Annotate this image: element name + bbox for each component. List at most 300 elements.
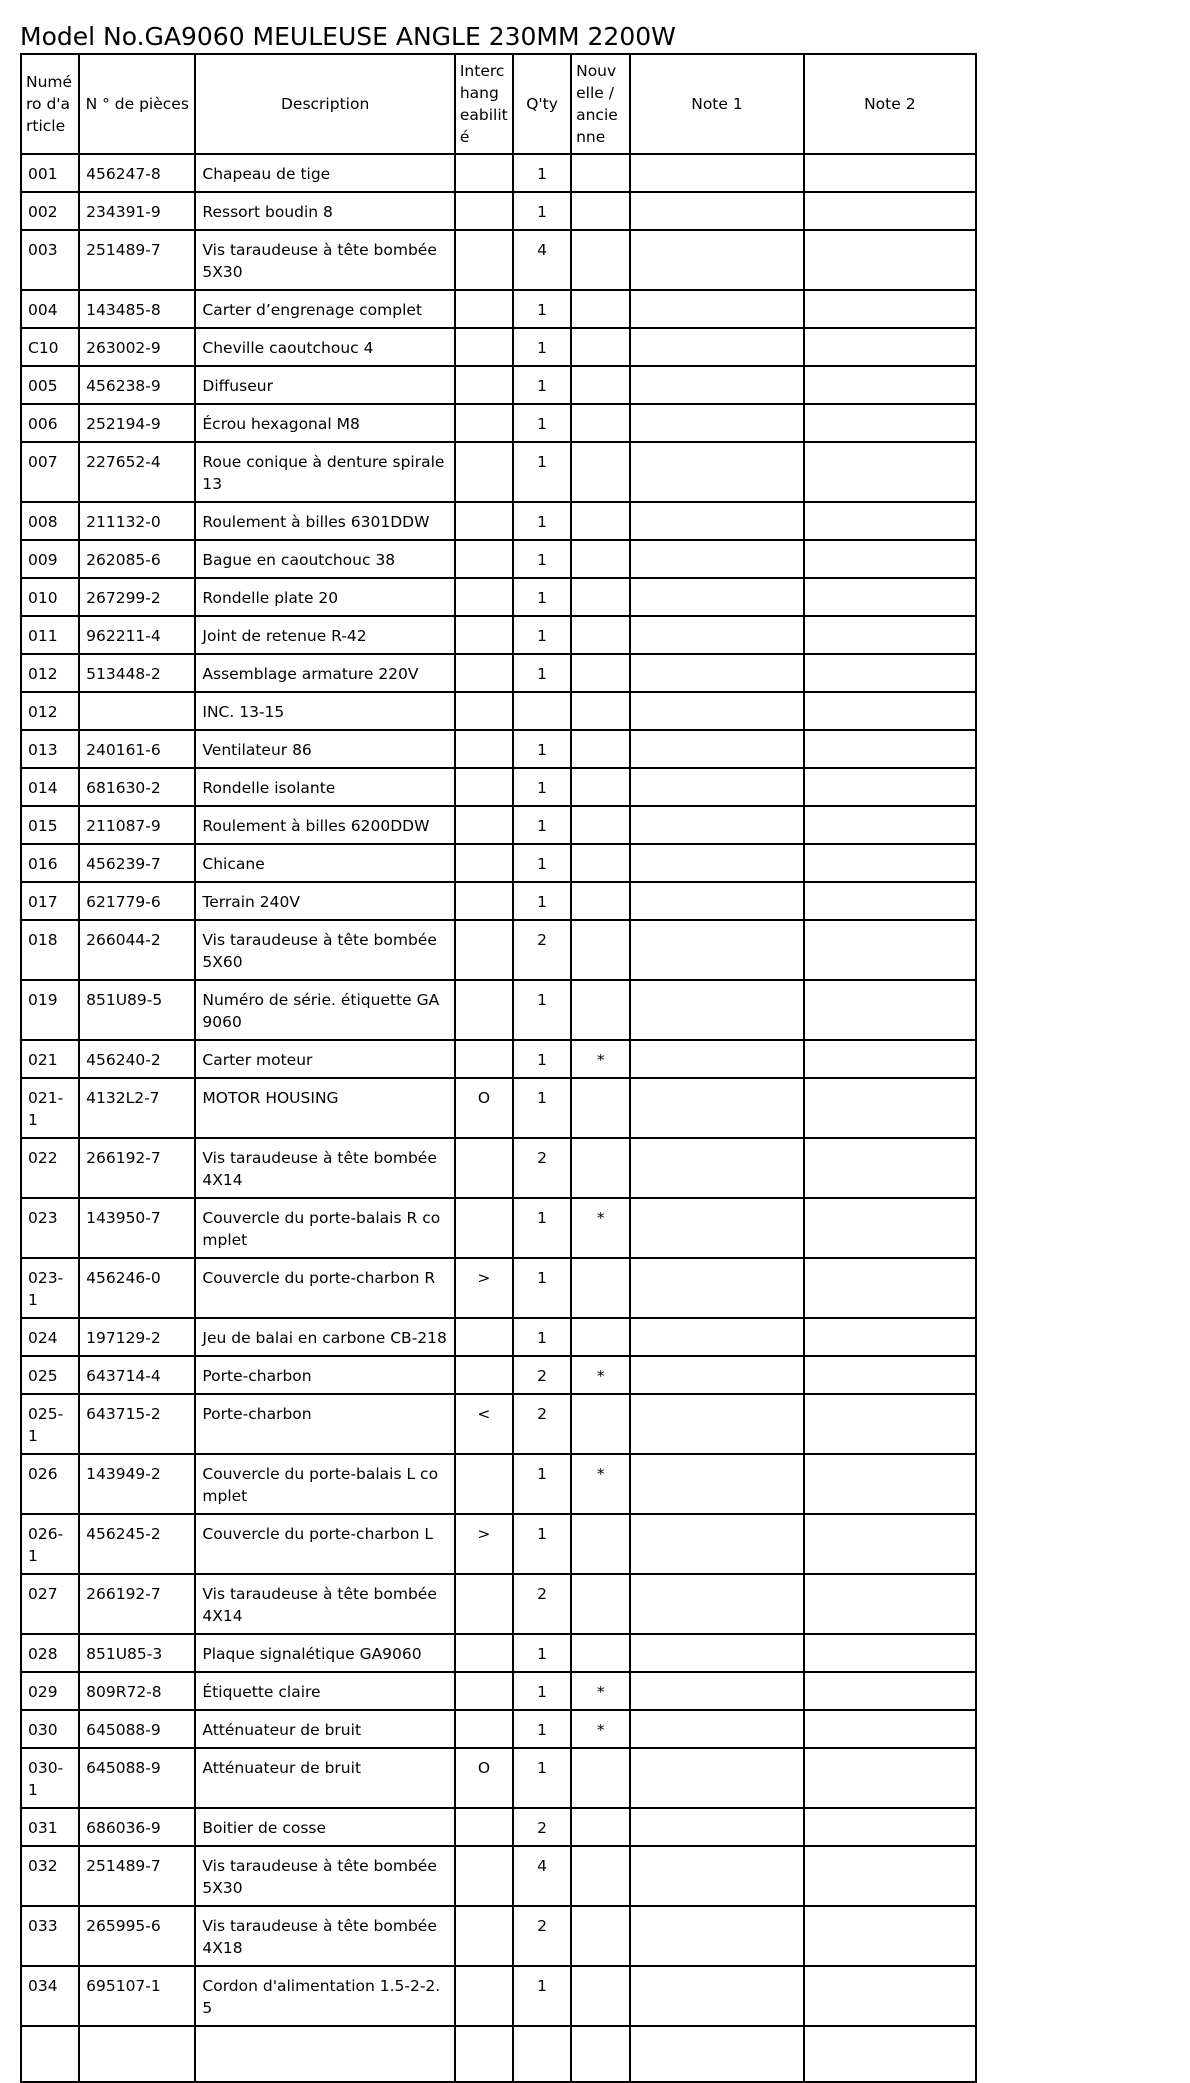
cell-note2: [804, 980, 976, 1040]
cell-desc: Bague en caoutchouc 38: [195, 540, 454, 578]
cell-qty: 2: [513, 1808, 571, 1846]
cell-note1: [630, 1394, 803, 1454]
cell-interchangeability: <: [455, 1394, 513, 1454]
table-row: [21, 882, 976, 920]
table-row: [21, 654, 976, 692]
cell-item: 002: [21, 192, 79, 230]
cell-new-old: *: [571, 1040, 630, 1078]
cell-item: 034: [21, 1966, 79, 2026]
cell-note2: [804, 1634, 976, 1672]
cell-note1: [630, 1514, 803, 1574]
cell-note2: [804, 1138, 976, 1198]
cell-note2: [804, 1710, 976, 1748]
cell-part: 267299-2: [79, 578, 195, 616]
col-header-description: Description: [195, 54, 454, 154]
table-row: [21, 442, 976, 502]
cell-empty: [804, 2026, 976, 2082]
table-header-row: [21, 54, 976, 154]
cell-note1: [630, 1356, 803, 1394]
cell-desc: Cordon d'alimentation 1.5-2-2.5: [195, 1966, 454, 2026]
cell-new-old: [571, 1574, 630, 1634]
cell-new-old: [571, 692, 630, 730]
cell-new-old: [571, 1846, 630, 1906]
cell-desc: Couvercle du porte-charbon L: [195, 1514, 454, 1574]
cell-part: 4132L2-7: [79, 1078, 195, 1138]
cell-item: 023-1: [21, 1258, 79, 1318]
cell-item: 003: [21, 230, 79, 290]
cell-item: 011: [21, 616, 79, 654]
cell-part: 240161-6: [79, 730, 195, 768]
cell-part: 645088-9: [79, 1748, 195, 1808]
cell-item: 025: [21, 1356, 79, 1394]
cell-new-old: [571, 154, 630, 192]
cell-note2: [804, 1846, 976, 1906]
document-title: Model No.GA9060 MEULEUSE ANGLE 230MM 2200W: [20, 22, 676, 51]
cell-note2: [804, 578, 976, 616]
cell-item: 008: [21, 502, 79, 540]
cell-desc: Vis taraudeuse à tête bombée 5X60: [195, 920, 454, 980]
cell-desc: Vis taraudeuse à tête bombée 5X30: [195, 1846, 454, 1906]
cell-part: 851U85-3: [79, 1634, 195, 1672]
table-row: [21, 366, 976, 404]
table-row: [21, 616, 976, 654]
cell-note1: [630, 980, 803, 1040]
cell-desc: Boitier de cosse: [195, 1808, 454, 1846]
cell-new-old: [571, 768, 630, 806]
cell-item: 004: [21, 290, 79, 328]
cell-qty: 1: [513, 1258, 571, 1318]
cell-item: 029: [21, 1672, 79, 1710]
cell-note1: [630, 1710, 803, 1748]
cell-item: 013: [21, 730, 79, 768]
cell-part: 456246-0: [79, 1258, 195, 1318]
cell-qty: 1: [513, 540, 571, 578]
cell-desc: Vis taraudeuse à tête bombée 5X30: [195, 230, 454, 290]
cell-interchangeability: [455, 442, 513, 502]
cell-qty: 1: [513, 154, 571, 192]
cell-part: 513448-2: [79, 654, 195, 692]
cell-note1: [630, 616, 803, 654]
cell-new-old: [571, 192, 630, 230]
cell-qty: 2: [513, 1138, 571, 1198]
cell-part: 143950-7: [79, 1198, 195, 1258]
cell-interchangeability: [455, 1906, 513, 1966]
cell-interchangeability: O: [455, 1078, 513, 1138]
cell-note1: [630, 578, 803, 616]
cell-desc: Porte-charbon: [195, 1394, 454, 1454]
cell-item: 026: [21, 1454, 79, 1514]
table-row: [21, 844, 976, 882]
cell-part: 456239-7: [79, 844, 195, 882]
table-row: [21, 692, 976, 730]
cell-part: 695107-1: [79, 1966, 195, 2026]
cell-note2: [804, 1454, 976, 1514]
cell-empty: [571, 2026, 630, 2082]
cell-note2: [804, 692, 976, 730]
cell-qty: 2: [513, 920, 571, 980]
cell-interchangeability: >: [455, 1258, 513, 1318]
col-header-note2: Note 2: [804, 54, 976, 154]
cell-note1: [630, 366, 803, 404]
cell-new-old: [571, 328, 630, 366]
cell-item: 012: [21, 654, 79, 692]
cell-part: 211087-9: [79, 806, 195, 844]
cell-desc: Vis taraudeuse à tête bombée 4X18: [195, 1906, 454, 1966]
cell-item: 014: [21, 768, 79, 806]
cell-note2: [804, 654, 976, 692]
cell-item: 032: [21, 1846, 79, 1906]
table-row: [21, 1906, 976, 1966]
cell-note1: [630, 1454, 803, 1514]
cell-item: 005: [21, 366, 79, 404]
cell-part: 251489-7: [79, 230, 195, 290]
cell-part: 197129-2: [79, 1318, 195, 1356]
cell-qty: 1: [513, 328, 571, 366]
cell-note2: [804, 1258, 976, 1318]
cell-part: 143949-2: [79, 1454, 195, 1514]
cell-qty: 1: [513, 844, 571, 882]
cell-qty: 1: [513, 1634, 571, 1672]
cell-note1: [630, 1138, 803, 1198]
cell-note1: [630, 1748, 803, 1808]
cell-part: 262085-6: [79, 540, 195, 578]
cell-note2: [804, 328, 976, 366]
cell-interchangeability: [455, 404, 513, 442]
cell-new-old: [571, 806, 630, 844]
cell-item: 010: [21, 578, 79, 616]
cell-desc: Étiquette claire: [195, 1672, 454, 1710]
table-row: [21, 1710, 976, 1748]
cell-interchangeability: [455, 328, 513, 366]
cell-desc: Rondelle isolante: [195, 768, 454, 806]
cell-desc: Ressort boudin 8: [195, 192, 454, 230]
cell-note2: [804, 404, 976, 442]
cell-new-old: [571, 844, 630, 882]
cell-note2: [804, 154, 976, 192]
cell-desc: Numéro de série. étiquette GA9060: [195, 980, 454, 1040]
cell-desc: Jeu de balai en carbone CB-218: [195, 1318, 454, 1356]
cell-part: 263002-9: [79, 328, 195, 366]
cell-note2: [804, 1672, 976, 1710]
cell-interchangeability: [455, 806, 513, 844]
cell-item: 019: [21, 980, 79, 1040]
cell-note2: [804, 1318, 976, 1356]
cell-part: 621779-6: [79, 882, 195, 920]
cell-part: 456240-2: [79, 1040, 195, 1078]
cell-new-old: *: [571, 1198, 630, 1258]
cell-item: 022: [21, 1138, 79, 1198]
table-row: [21, 404, 976, 442]
cell-desc: Plaque signalétique GA9060: [195, 1634, 454, 1672]
col-header-qty: Q'ty: [513, 54, 571, 154]
cell-note1: [630, 1672, 803, 1710]
cell-part: 211132-0: [79, 502, 195, 540]
cell-part: 266192-7: [79, 1574, 195, 1634]
cell-note1: [630, 540, 803, 578]
table-row: [21, 1748, 976, 1808]
cell-qty: 2: [513, 1906, 571, 1966]
cell-note1: [630, 1846, 803, 1906]
cell-qty: 4: [513, 1846, 571, 1906]
cell-new-old: [571, 502, 630, 540]
cell-qty: 1: [513, 1078, 571, 1138]
cell-desc: Assemblage armature 220V: [195, 654, 454, 692]
table-row: [21, 1138, 976, 1198]
cell-new-old: [571, 442, 630, 502]
table-row: [21, 1356, 976, 1394]
cell-desc: Atténuateur de bruit: [195, 1748, 454, 1808]
cell-item: 030: [21, 1710, 79, 1748]
table-row: [21, 502, 976, 540]
col-header-new-old: Nouvelle / ancienne: [571, 54, 630, 154]
cell-interchangeability: >: [455, 1514, 513, 1574]
cell-part: 962211-4: [79, 616, 195, 654]
cell-item: 031: [21, 1808, 79, 1846]
cell-desc: Terrain 240V: [195, 882, 454, 920]
cell-note1: [630, 1258, 803, 1318]
cell-desc: Joint de retenue R-42: [195, 616, 454, 654]
cell-item: 001: [21, 154, 79, 192]
cell-qty: 2: [513, 1394, 571, 1454]
table-row: [21, 230, 976, 290]
cell-note2: [804, 540, 976, 578]
cell-note1: [630, 920, 803, 980]
cell-qty: 1: [513, 404, 571, 442]
cell-part: 643714-4: [79, 1356, 195, 1394]
cell-qty: 1: [513, 806, 571, 844]
cell-item: 021-1: [21, 1078, 79, 1138]
cell-qty: 1: [513, 882, 571, 920]
table-row: [21, 1454, 976, 1514]
cell-part: 251489-7: [79, 1846, 195, 1906]
cell-part: 643715-2: [79, 1394, 195, 1454]
cell-item: 009: [21, 540, 79, 578]
cell-note2: [804, 920, 976, 980]
table-row: [21, 540, 976, 578]
cell-note1: [630, 844, 803, 882]
table-row: [21, 1394, 976, 1454]
cell-new-old: [571, 290, 630, 328]
cell-interchangeability: [455, 1040, 513, 1078]
cell-note2: [804, 1748, 976, 1808]
table-row: [21, 1040, 976, 1078]
cell-item: 016: [21, 844, 79, 882]
table-row: [21, 1846, 976, 1906]
cell-note1: [630, 404, 803, 442]
cell-note2: [804, 230, 976, 290]
cell-note1: [630, 1574, 803, 1634]
cell-note2: [804, 502, 976, 540]
cell-interchangeability: [455, 1318, 513, 1356]
col-header-interchange: Interchangeabilité: [455, 54, 513, 154]
cell-qty: 1: [513, 1454, 571, 1514]
cell-note2: [804, 442, 976, 502]
cell-note2: [804, 616, 976, 654]
cell-note2: [804, 192, 976, 230]
cell-part: 266192-7: [79, 1138, 195, 1198]
cell-note1: [630, 1078, 803, 1138]
table-row: [21, 1808, 976, 1846]
cell-empty: [79, 2026, 195, 2082]
cell-desc: Rondelle plate 20: [195, 578, 454, 616]
cell-interchangeability: [455, 154, 513, 192]
cell-desc: Couvercle du porte-balais L complet: [195, 1454, 454, 1514]
cell-note1: [630, 768, 803, 806]
cell-note2: [804, 730, 976, 768]
cell-new-old: [571, 540, 630, 578]
cell-note1: [630, 882, 803, 920]
cell-item: 030-1: [21, 1748, 79, 1808]
cell-item: 012: [21, 692, 79, 730]
col-header-note1: Note 1: [630, 54, 803, 154]
cell-item: 021: [21, 1040, 79, 1078]
col-header-item: Numéro d'article: [21, 54, 79, 154]
cell-qty: 1: [513, 1672, 571, 1710]
col-header-part: N ° de pièces: [79, 54, 195, 154]
table-row: [21, 1514, 976, 1574]
cell-interchangeability: [455, 654, 513, 692]
cell-qty: 2: [513, 1356, 571, 1394]
cell-qty: 1: [513, 730, 571, 768]
cell-note1: [630, 154, 803, 192]
cell-note1: [630, 290, 803, 328]
cell-note1: [630, 442, 803, 502]
cell-desc: Atténuateur de bruit: [195, 1710, 454, 1748]
cell-note1: [630, 1906, 803, 1966]
cell-note1: [630, 230, 803, 290]
cell-interchangeability: [455, 1846, 513, 1906]
cell-new-old: [571, 1906, 630, 1966]
cell-new-old: [571, 1966, 630, 2026]
table-row: [21, 154, 976, 192]
table-row: [21, 328, 976, 366]
cell-note1: [630, 1966, 803, 2026]
cell-item: 023: [21, 1198, 79, 1258]
table-row: [21, 1966, 976, 2026]
cell-part: 456247-8: [79, 154, 195, 192]
cell-part: 265995-6: [79, 1906, 195, 1966]
table-row: [21, 768, 976, 806]
cell-item: 015: [21, 806, 79, 844]
cell-note1: [630, 328, 803, 366]
cell-qty: 1: [513, 442, 571, 502]
cell-new-old: [571, 1634, 630, 1672]
cell-desc: Couvercle du porte-balais R complet: [195, 1198, 454, 1258]
cell-interchangeability: [455, 1966, 513, 2026]
cell-new-old: [571, 404, 630, 442]
cell-desc: Ventilateur 86: [195, 730, 454, 768]
cell-desc: Carter moteur: [195, 1040, 454, 1078]
cell-note1: [630, 806, 803, 844]
table-row: [21, 806, 976, 844]
cell-qty: 1: [513, 654, 571, 692]
cell-interchangeability: [455, 578, 513, 616]
cell-item: 018: [21, 920, 79, 980]
cell-note2: [804, 1808, 976, 1846]
cell-item: 024: [21, 1318, 79, 1356]
cell-interchangeability: [455, 192, 513, 230]
cell-new-old: [571, 230, 630, 290]
cell-desc: Diffuseur: [195, 366, 454, 404]
cell-qty: 1: [513, 502, 571, 540]
cell-note2: [804, 1514, 976, 1574]
cell-empty: [630, 2026, 803, 2082]
cell-note1: [630, 1198, 803, 1258]
cell-part: 456238-9: [79, 366, 195, 404]
cell-part: 234391-9: [79, 192, 195, 230]
cell-desc: Roue conique à denture spirale 13: [195, 442, 454, 502]
cell-part: 252194-9: [79, 404, 195, 442]
cell-part: 809R72-8: [79, 1672, 195, 1710]
cell-note2: [804, 1966, 976, 2026]
cell-note2: [804, 1040, 976, 1078]
cell-part: 143485-8: [79, 290, 195, 328]
cell-part: 266044-2: [79, 920, 195, 980]
cell-interchangeability: [455, 768, 513, 806]
cell-item: 033: [21, 1906, 79, 1966]
cell-item: 027: [21, 1574, 79, 1634]
cell-item: 006: [21, 404, 79, 442]
cell-desc: Carter d’engrenage complet: [195, 290, 454, 328]
table-row-empty: [21, 2026, 976, 2082]
cell-note2: [804, 844, 976, 882]
cell-interchangeability: O: [455, 1748, 513, 1808]
cell-new-old: [571, 1808, 630, 1846]
cell-interchangeability: [455, 1138, 513, 1198]
cell-note2: [804, 806, 976, 844]
cell-interchangeability: [455, 1356, 513, 1394]
cell-new-old: [571, 1138, 630, 1198]
cell-note1: [630, 692, 803, 730]
cell-interchangeability: [455, 230, 513, 290]
cell-note2: [804, 1906, 976, 1966]
cell-interchangeability: [455, 980, 513, 1040]
cell-qty: [513, 692, 571, 730]
cell-interchangeability: [455, 1574, 513, 1634]
cell-new-old: [571, 616, 630, 654]
cell-interchangeability: [455, 1672, 513, 1710]
cell-qty: 1: [513, 1318, 571, 1356]
cell-qty: 1: [513, 616, 571, 654]
cell-note2: [804, 882, 976, 920]
cell-new-old: [571, 654, 630, 692]
cell-desc: Roulement à billes 6301DDW: [195, 502, 454, 540]
cell-desc: Chicane: [195, 844, 454, 882]
cell-note1: [630, 1318, 803, 1356]
cell-desc: Vis taraudeuse à tête bombée 4X14: [195, 1574, 454, 1634]
cell-new-old: [571, 366, 630, 404]
cell-part: 456245-2: [79, 1514, 195, 1574]
cell-interchangeability: [455, 366, 513, 404]
cell-empty: [513, 2026, 571, 2082]
cell-item: 007: [21, 442, 79, 502]
cell-new-old: [571, 1748, 630, 1808]
cell-note2: [804, 290, 976, 328]
cell-interchangeability: [455, 616, 513, 654]
cell-desc: Cheville caoutchouc 4: [195, 328, 454, 366]
cell-empty: [455, 2026, 513, 2082]
cell-new-old: [571, 980, 630, 1040]
cell-interchangeability: [455, 920, 513, 980]
cell-interchangeability: [455, 502, 513, 540]
table-row: [21, 1258, 976, 1318]
table-row: [21, 1574, 976, 1634]
cell-interchangeability: [455, 1634, 513, 1672]
table-row: [21, 920, 976, 980]
cell-note2: [804, 366, 976, 404]
cell-interchangeability: [455, 290, 513, 328]
cell-part: 851U89-5: [79, 980, 195, 1040]
